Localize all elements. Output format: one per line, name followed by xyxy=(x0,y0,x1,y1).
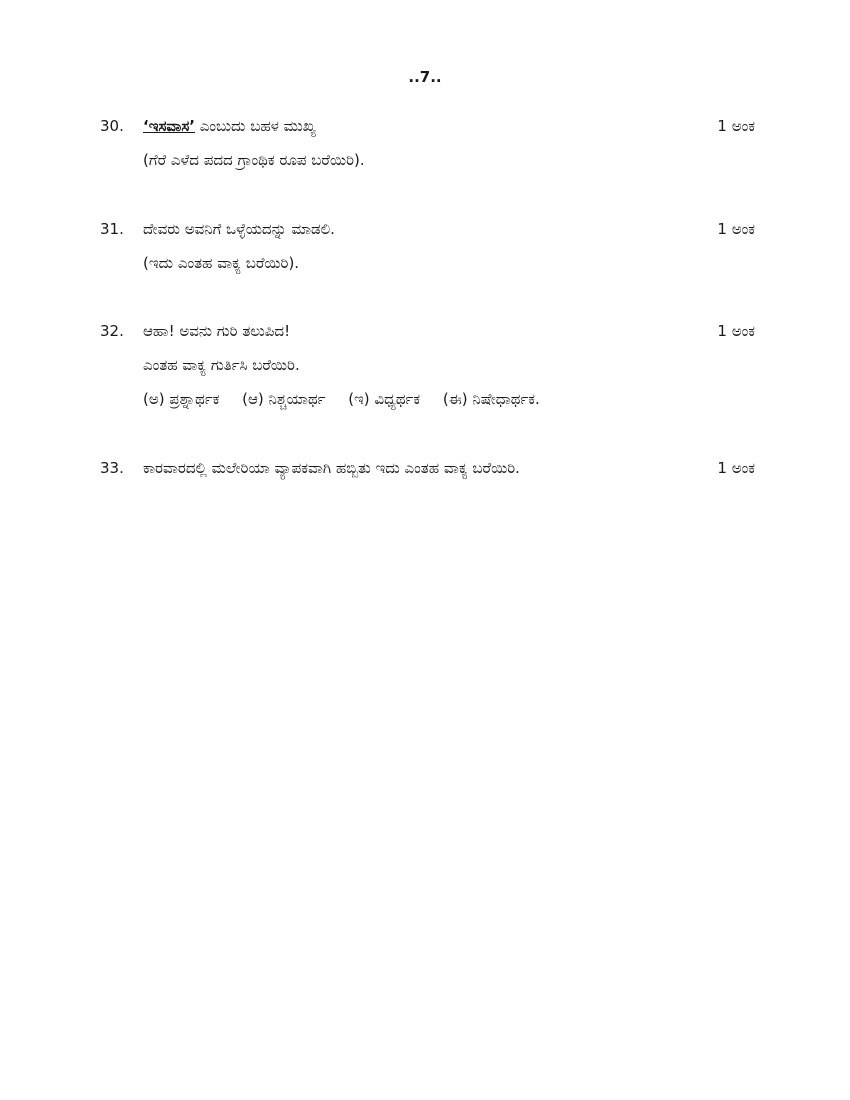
question-text: ದೇವರು ಅವನಿಗೆ ಒಳ್ಳೆಯದನ್ನು ಮಾಡಲಿ. xyxy=(143,220,335,238)
underlined-term: ‘ಇಸವಾಸ’ xyxy=(143,117,196,135)
question-text: ಕಾರವಾರದಲ್ಲಿ ಮಲೇರಿಯಾ ವ್ಯಾಪಕವಾಗಿ ಹಬ್ಬಿತು ಇದು ಎಂತಹ ವಾಕ್ಯ ಬರೆಯಿರಿ. xyxy=(143,459,520,477)
option-i: (ಇ) ವಿಧ್ಯರ್ಥಕ xyxy=(348,390,421,408)
question-number: 31. xyxy=(100,220,124,238)
option-a: (ಅ) ಪ್ರಶ್ನಾರ್ಥಕ xyxy=(143,390,220,408)
question-33 xyxy=(100,458,755,492)
question-text: ಆಹಾ! ಅವನು ಗುರಿ ತಲುಪಿದ! xyxy=(143,322,291,340)
question-number: 33. xyxy=(100,459,124,477)
question-marks: 1 ಅಂಕ xyxy=(717,117,755,135)
option-ee: (ಈ) ನಿಷೇಧಾರ್ಥಕ. xyxy=(442,390,540,408)
question-line xyxy=(100,458,755,492)
question-marks: 1 ಅಂಕ xyxy=(717,459,755,477)
question-instruction: (ಗೆರೆ ಎಳೆದ ಪದದ ಗ್ರಾಂಥಿಕ ರೂಪ ಬರೆಯಿರಿ). xyxy=(143,151,365,169)
question-instruction: (ಇದು ಎಂತಹ ವಾಕ್ಯ ಬರೆಯಿರಿ). xyxy=(143,254,300,272)
question-number: 30. xyxy=(100,117,124,135)
question-line xyxy=(100,116,755,150)
question-number: 32. xyxy=(100,322,124,340)
question-line xyxy=(100,321,755,355)
question-text-rest: ಎಂಬುದು ಬಹಳ ಮುಖ್ಯ xyxy=(195,117,316,135)
option-aa: (ಆ) ನಿಶ್ಚಯಾರ್ಥ xyxy=(242,390,326,408)
answer-options xyxy=(100,389,755,423)
page-number: ..7.. xyxy=(408,68,442,86)
question-text xyxy=(143,116,316,136)
question-marks: 1 ಅಂಕ xyxy=(717,220,755,238)
question-marks: 1 ಅಂಕ xyxy=(717,322,755,340)
question-31 xyxy=(100,219,755,287)
question-line xyxy=(100,219,755,253)
question-30 xyxy=(100,116,755,184)
question-32 xyxy=(100,321,755,423)
question-instruction: ಎಂತಹ ವಾಕ್ಯ ಗುರ್ತಿಸಿ ಬರೆಯಿರಿ. xyxy=(143,356,300,374)
